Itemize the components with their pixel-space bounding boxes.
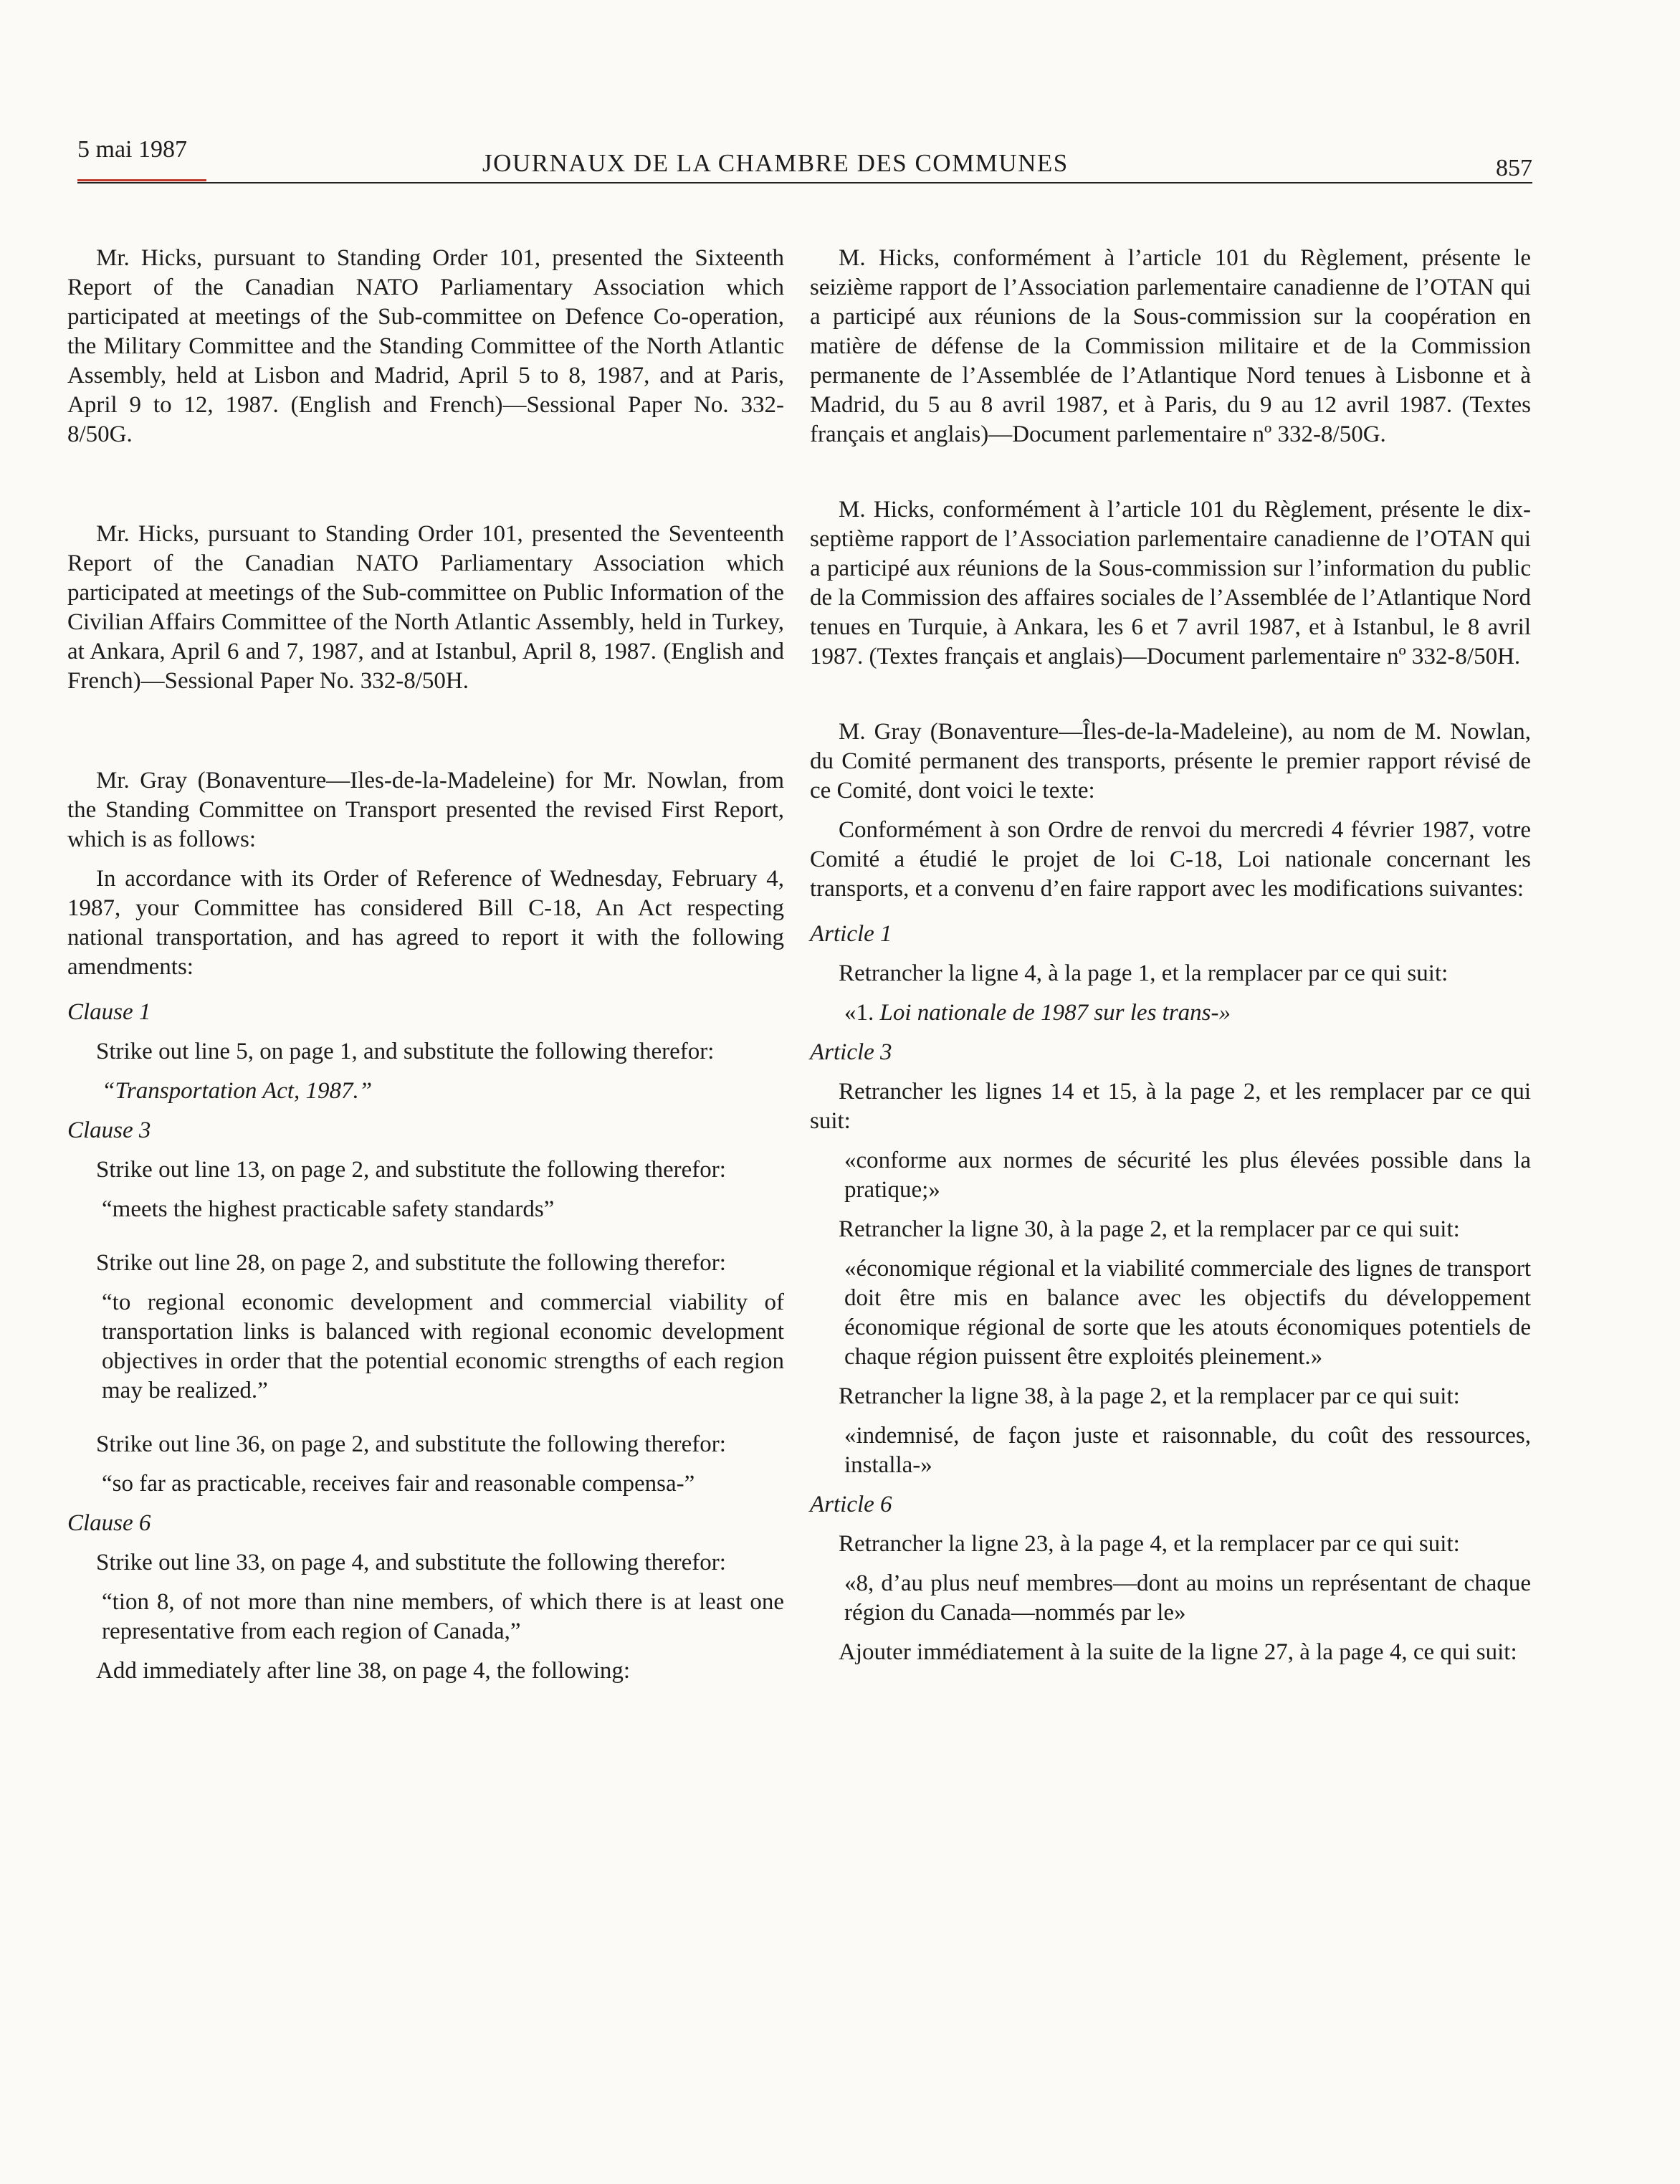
article-3-amendment-3: «indemnisé, de façon juste et raisonnable, du coût des ressources, installa-» (844, 1423, 1531, 1478)
header-title: JOURNAUX DE LA CHAMBRE DES COMMUNES (482, 149, 1069, 177)
french-column (810, 244, 1531, 1667)
article-1-amendment (810, 998, 1531, 1028)
header-rule (77, 182, 1532, 183)
clause-3-amendment-3: “so far as practicable, receives fair and reasonable compensa-” (102, 1471, 695, 1497)
heading-article-3: Article 3 (810, 1039, 892, 1065)
heading-clause-1: Clause 1 (67, 999, 151, 1025)
heading-clause-6: Clause 6 (67, 1510, 151, 1536)
article-1-amendment-prefix: «1. (844, 1000, 880, 1026)
page-header (77, 136, 1532, 186)
header-date: 5 mai 1987 (77, 136, 187, 163)
paragraph-order-of-reference: In accordance with its Order of Reference of Wednesday, February 4, 1987, your Committee has considered Bill C-18, An Act respecting national transportation, and has agreed to report it with the following amendments: (67, 866, 784, 980)
clause-3-amendment-2: “to regional economic development and commercial viability of transportation links is balanced with regional economic development objectives in order that the potential economic strengths of each region may be realized.” (102, 1289, 784, 1403)
clause-6-amendment: “tion 8, of not more than nine members, of which there is at least one representative from each region of Canada,” (102, 1589, 784, 1644)
english-column (67, 244, 784, 1686)
article-1-amendment-title: Loi nationale de 1987 sur les trans-» (879, 1000, 1231, 1026)
article-3-instruction: Retrancher les lignes 14 et 15, à la page 2, et les remplacer par ce qui suit: (810, 1079, 1531, 1134)
clause-3-instruction-2: Strike out line 28, on page 2, and substitute the following therefor: (96, 1250, 726, 1276)
heading-article-6: Article 6 (810, 1492, 892, 1517)
paragraph-seventeenth-report: Mr. Hicks, pursuant to Standing Order 101, presented the Seventeenth Report of the Canadian NATO Parliamentary Association which participated at meetings of the Sub-committee on Public Information of the Civilian Affairs Committee of the North Atlantic Assembly, held in Turkey, at Ankara, April 6 and 7, 1987, and at Istanbul, April 8, 1987. (English and French)—Sessional Paper No. 332-8/50H. (67, 521, 784, 694)
clause-3-amendment: “meets the highest practicable safety standards” (102, 1196, 555, 1222)
heading-article-1: Article 1 (810, 921, 892, 947)
page-number: 857 (1496, 155, 1532, 181)
article-6-instruction: Retrancher la ligne 23, à la page 4, et la remplacer par ce qui suit: (839, 1531, 1460, 1557)
paragraphe-rapport-gray: M. Gray (Bonaventure—Îles-de-la-Madeleine), au nom de M. Nowlan, du Comité permanent des transports, présente le premier rapport révisé de ce Comité, dont voici le texte: (810, 719, 1531, 803)
clause-6-instruction-2: Add immediately after line 38, on page 4, the following: (96, 1658, 631, 1684)
header-rule-accent (77, 179, 206, 181)
heading-clause-3: Clause 3 (67, 1117, 151, 1143)
paragraphe-dix-septieme-rapport: M. Hicks, conformément à l’article 101 du Règlement, présente le dix-septième rapport de l’Association parlementaire canadienne de l’OTAN qui a participé aux réunions de la Sous-commission sur l’information du public de la Commission des affaires sociales de l’Assemblée de l’Atlantique Nord tenues en Turquie, à Ankara, les 6 et 7 avril 1987, et à Istanbul, le 8 avril 1987. (Textes français et anglais)—Document parlementaire nº 332-8/50H. (810, 497, 1531, 669)
article-1-instruction: Retrancher la ligne 4, à la page 1, et la remplacer par ce qui suit: (839, 960, 1448, 986)
paragraph-sixteenth-report: Mr. Hicks, pursuant to Standing Order 101, presented the Sixteenth Report of the Canadian NATO Parliamentary Association which participated at meetings of the Sub-committee on Defence Co-operation, the Military Committee and the Standing Committee of the North Atlantic Assembly, held at Lisbon and Madrid, April 5 to 8, 1987, and at Paris, April 9 to 12, 1987. (English and French)—Sessional Paper No. 332-8/50G. (67, 245, 784, 447)
paragraphe-seizieme-rapport: M. Hicks, conformément à l’article 101 du Règlement, présente le seizième rapport de l’Association parlementaire canadienne de l’OTAN qui a participé aux réunions de la Sous-commission sur la coopération en matière de défense de la Commission militaire et de la Commission permanente de l’Assemblée de l’Atlantique Nord tenues à Lisbonne et à Madrid, du 5 au 8 avril 1987, et à Paris, du 9 au 12 avril 1987. (Textes français et anglais)—Document parlementaire nº 332-8/50G. (810, 245, 1531, 447)
article-3-amendment-2: «économique régional et la viabilité commerciale des lignes de transport doit être mis en balance avec les objectifs du développement économique régional de sorte que les atouts économiques potentiels de chaque région puissent être exploités pleinement.» (844, 1256, 1531, 1370)
article-6-amendment: «8, d’au plus neuf membres—dont au moins un représentant de chaque région du Canada—nommés par le» (844, 1570, 1531, 1626)
clause-3-instruction-3: Strike out line 36, on page 2, and substitute the following therefor: (96, 1431, 726, 1457)
article-3-amendment: «conforme aux normes de sécurité les plus élevées possible dans la pratique;» (844, 1148, 1531, 1203)
clause-1-amendment: “Transportation Act, 1987.” (102, 1078, 373, 1104)
article-3-instruction-2: Retrancher la ligne 30, à la page 2, et la remplacer par ce qui suit: (839, 1216, 1460, 1242)
article-3-instruction-3: Retrancher la ligne 38, à la page 2, et la remplacer par ce qui suit: (839, 1383, 1460, 1409)
clause-1-instruction: Strike out line 5, on page 1, and substitute the following therefor: (96, 1039, 715, 1064)
paragraph-gray-report: Mr. Gray (Bonaventure—Iles-de-la-Madeleine) for Mr. Nowlan, from the Standing Committee on Transport presented the revised First Report, which is as follows: (67, 768, 784, 852)
clause-3-instruction: Strike out line 13, on page 2, and substitute the following therefor: (96, 1157, 726, 1183)
paragraphe-ordre-de-renvoi: Conformément à son Ordre de renvoi du mercredi 4 février 1987, votre Comité a étudié le projet de loi C-18, Loi nationale concernant les transports, et a convenu d’en faire rapport avec les modifications suivantes: (810, 817, 1531, 902)
clause-6-instruction: Strike out line 33, on page 4, and substitute the following therefor: (96, 1550, 726, 1575)
article-6-instruction-2: Ajouter immédiatement à la suite de la ligne 27, à la page 4, ce qui suit: (839, 1639, 1517, 1665)
